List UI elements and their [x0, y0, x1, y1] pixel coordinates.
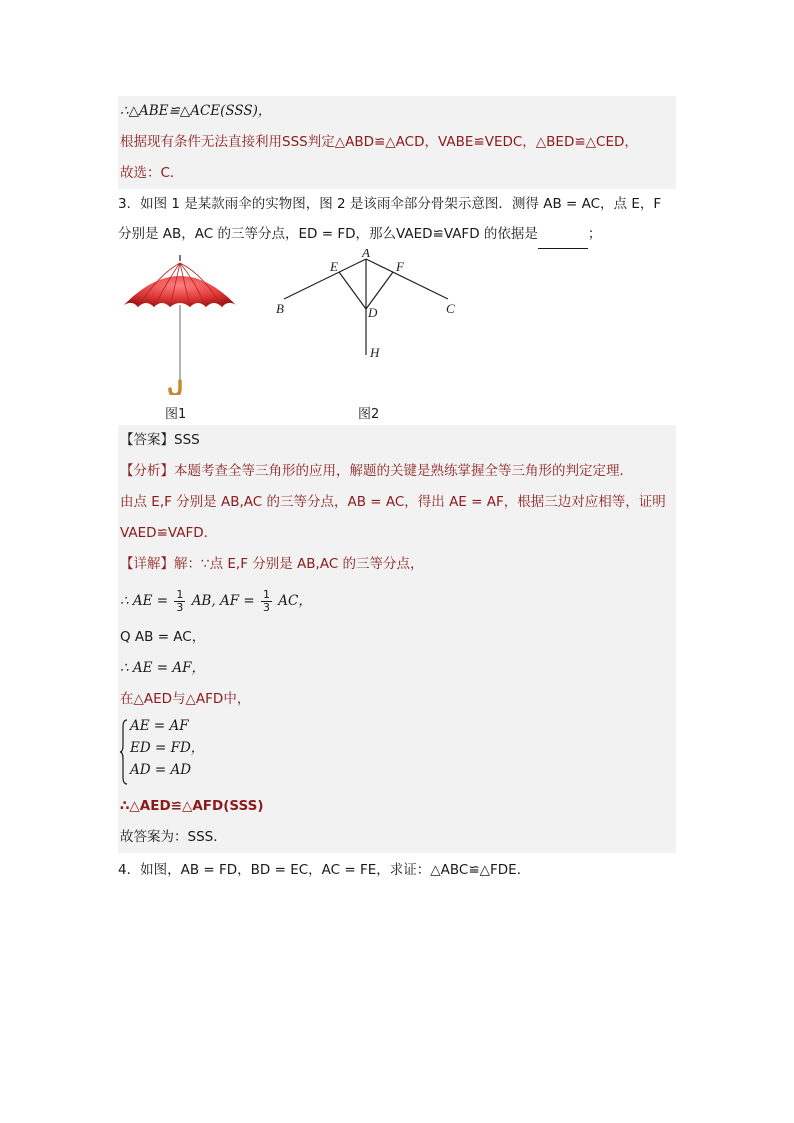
answer-blank: [538, 234, 588, 249]
detail-line-4: ∴ AE = AF，: [120, 660, 205, 676]
equation-2: ED = FD，: [130, 740, 205, 756]
point-label-b: B: [276, 301, 284, 316]
question-3-text: 分别是 AB，AC 的三等分点，ED = FD，那么VAED≌VAFD 的依据是: [118, 226, 538, 242]
fraction-one-third-2: $\frac{1}{3}$: [262, 587, 270, 614]
fraction-one-third: $\frac{1}{3}$: [176, 587, 184, 614]
detail-line-2: [118, 580, 676, 622]
explanation-line: 根据现有条件无法直接利用SSS判定△ABD≌△ACD，VABE≌VEDC，△BED≌△CED，: [120, 134, 638, 150]
equation-system: [118, 715, 676, 791]
detail-line-1: 【详解】解：∵点 E,F 分别是 AB,AC 的三等分点，: [120, 556, 424, 572]
fraction-prefix: ∴ AE =: [120, 593, 169, 609]
figure-1-caption: 图1: [165, 407, 187, 422]
answer-line: 【答案】SSS: [120, 432, 200, 448]
analysis-line: 【分析】本题考查全等三角形的应用，解题的关键是熟练掌握全等三角形的判定定理．: [120, 463, 633, 479]
equation-1: AE = AF: [130, 718, 189, 734]
point-label-a: A: [362, 249, 370, 260]
point-label-e: E: [330, 259, 338, 274]
left-brace: [120, 719, 128, 785]
figure-2-caption: 图2: [358, 407, 380, 422]
point-label-f: F: [396, 259, 404, 274]
point-label-c: C: [446, 301, 455, 316]
question-3-line-1: 3．如图 1 是某款雨伞的实物图，图 2 是该雨伞部分骨架示意图．测得 AB = AC，点 E，F: [118, 196, 662, 212]
point-label-d: D: [368, 305, 378, 320]
umbrella-frame-diagram: [272, 249, 472, 389]
analysis-line-2: 由点 E,F 分别是 AB,AC 的三等分点，AB = AC，得出 AE = AF，根据三边对应相等，证明: [120, 494, 666, 510]
question-4: 4．如图，AB = FD，BD = EC，AC = FE，求证：△ABC≌△FDE．: [118, 862, 531, 878]
figure-row: [118, 249, 676, 425]
fraction-middle: AB, AF =: [191, 593, 255, 609]
umbrella-image: [118, 255, 242, 395]
conclusion-line: ∴△ABE≌△ACE(SSS)，: [120, 103, 272, 119]
choice-line: 故选：C．: [120, 165, 184, 181]
previous-solution-block: [118, 96, 676, 189]
answer-block: [118, 425, 676, 853]
final-answer-line: 故答案为：SSS．: [120, 829, 227, 845]
equation-3: AD = AD: [130, 762, 192, 778]
fraction-suffix: AC，: [278, 593, 312, 609]
question-3-line-2: [118, 219, 676, 249]
detail-line-5: 在△AED与△AFD中，: [120, 691, 251, 707]
detail-line-3: Q AB = AC，: [120, 629, 206, 645]
analysis-line-3: VAED≌VAFD．: [120, 525, 218, 541]
question-3: [118, 189, 676, 425]
question-3-end: ；: [587, 226, 602, 242]
document-page: [118, 96, 676, 885]
conclusion-line-2: ∴△AED≌△AFD(SSS): [120, 798, 264, 814]
point-label-h: H: [370, 345, 380, 360]
